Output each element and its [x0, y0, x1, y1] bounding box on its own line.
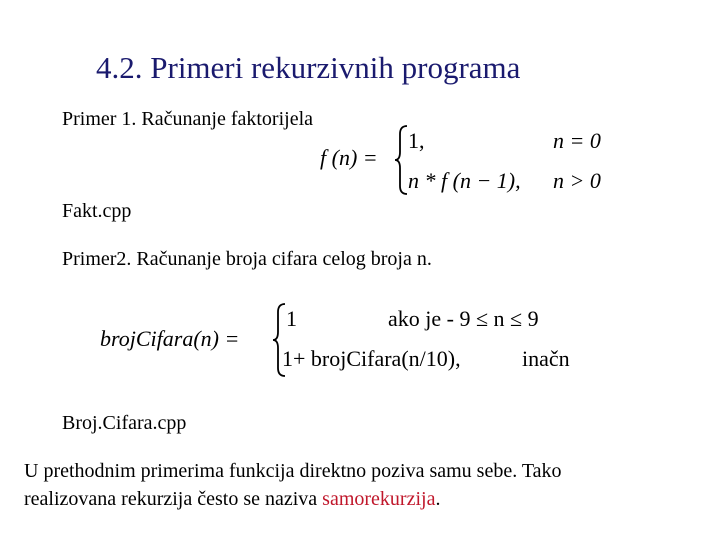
- factorial-case1-condition: n = 0: [553, 128, 601, 153]
- digit-count-case2-condition: inačn: [522, 346, 570, 371]
- example1-label: Primer 1. Računanje faktorijela: [62, 108, 314, 130]
- conclusion-line1: U prethodnim primerima funkcija direktno poziva samu sebe. Tako: [24, 460, 562, 482]
- conclusion-period: .: [435, 488, 441, 510]
- highlighted-term: samorekurzija: [322, 488, 436, 510]
- conclusion-text: realizovana rekurzija često se naziva: [24, 488, 323, 510]
- example1-file: Fakt.cpp: [62, 200, 132, 222]
- digit-count-lhs: brojCifara(n) =: [100, 326, 240, 351]
- example2-file: Broj.Cifara.cpp: [62, 412, 187, 434]
- digit-count-case2-value: 1+ brojCifara(n/10),: [282, 346, 461, 371]
- digit-count-case1-condition: ako je - 9 ≤ n ≤ 9: [388, 306, 539, 331]
- factorial-lhs: f (n) =: [320, 145, 378, 170]
- factorial-case2-condition: n > 0: [553, 168, 601, 193]
- example2-label: Primer2. Računanje broja cifara celog broja n.: [62, 248, 432, 270]
- slide-title: 4.2. Primeri rekurzivnih programa: [96, 50, 521, 85]
- factorial-case1-value: 1,: [408, 128, 425, 153]
- digit-count-case1-value: 1: [286, 306, 297, 331]
- factorial-case2-value: n * f (n − 1),: [408, 168, 521, 193]
- conclusion-line2: [24, 488, 440, 511]
